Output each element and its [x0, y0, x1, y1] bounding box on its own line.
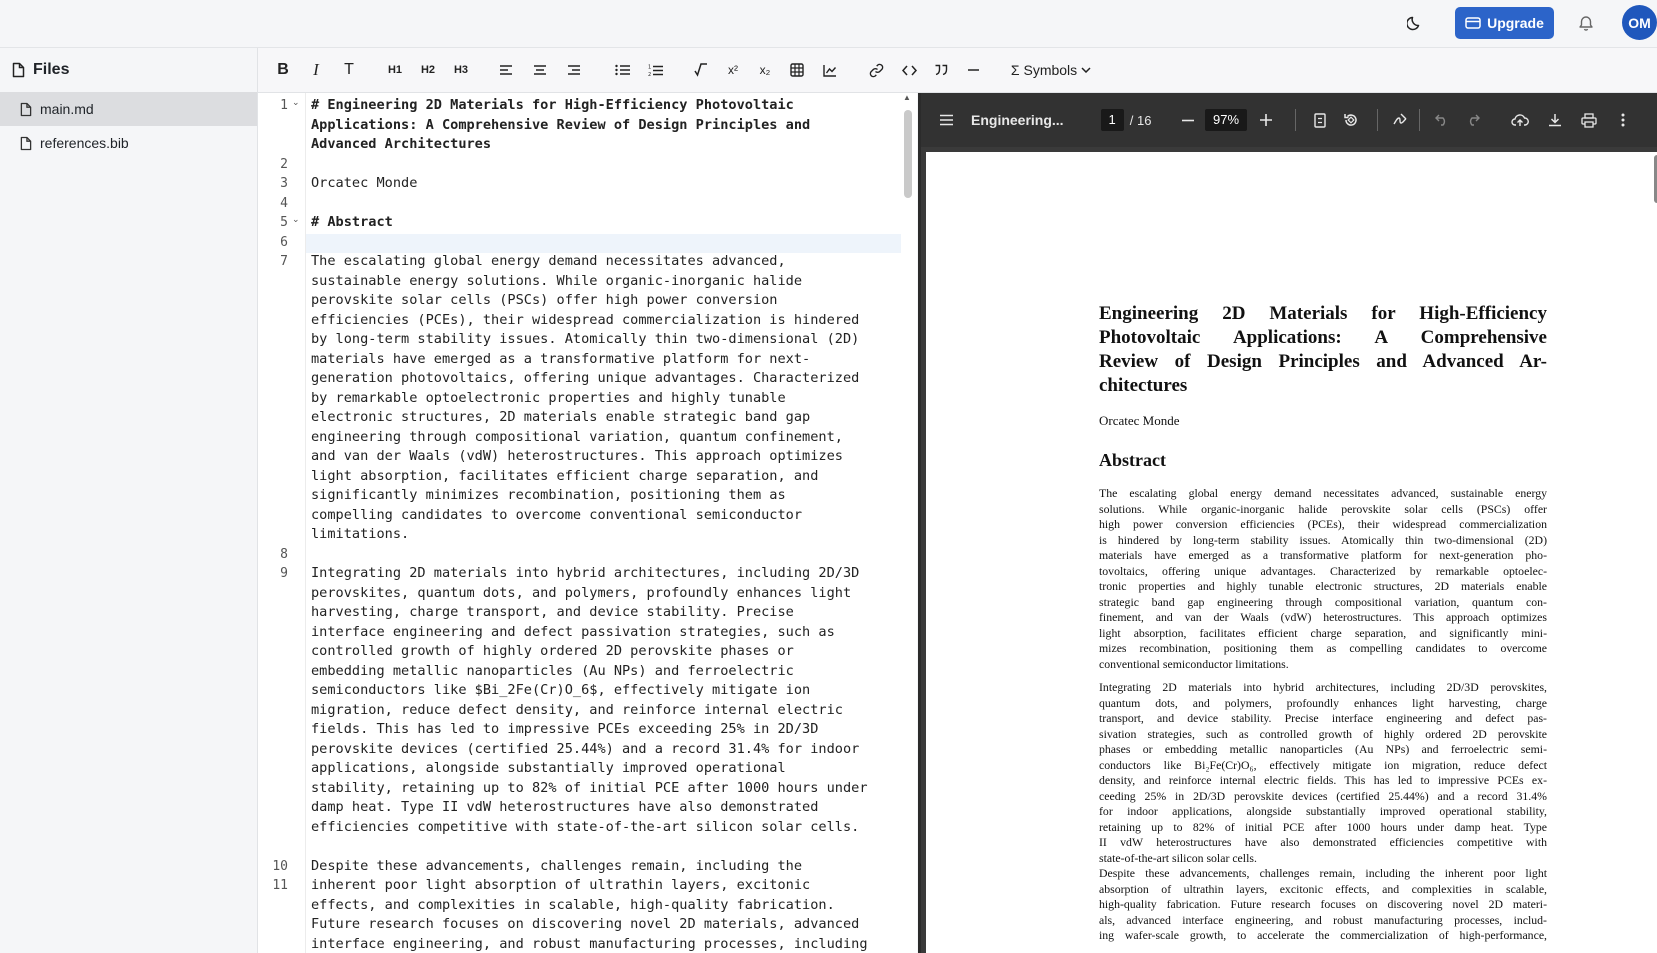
line-number: 6 [280, 234, 288, 250]
horizontal-rule-button[interactable] [962, 56, 984, 84]
line-number: 8 [280, 546, 288, 562]
code-line: light absorption, facilitates efficient charge separation, and [311, 467, 819, 484]
page-navigator [1086, 107, 1166, 133]
file-item-references-bib[interactable] [0, 126, 257, 160]
code-line: fields. This has led to impressive PCEs exceeding 25% in 2D/3D [311, 721, 819, 737]
divider [1376, 107, 1378, 133]
paragraph-line: density, and reinforce internal electric fields. This has led to impressive PCEs ex- [1099, 773, 1547, 787]
paragraph-line: materials have emerged as a transformative platform for next-generation pho- [1099, 548, 1547, 562]
subscript-icon: x₂ [759, 63, 771, 77]
table-icon [790, 63, 804, 77]
chevron-down-icon [1081, 67, 1091, 73]
files-title: Files [33, 61, 70, 78]
code-line: inherent poor light absorption of ultrathin layers, excitonic [311, 877, 811, 893]
paragraph-line: ceeding 25% in 2D/3D perovskite devices (certified 25.44%) and a record 31.4% [1099, 788, 1547, 803]
code-line: Future research focuses on discovering novel 2D materials, advanced [311, 916, 860, 932]
pdf-preview [918, 93, 1657, 953]
code-line: Applications: A Comprehensive Review of Design Principles and [311, 116, 811, 133]
paragraph-line: high-quality fabrication. Future research focuses on discovering novel 2D materi- [1099, 897, 1547, 911]
paragraph-line: ing wafer-scale growth, to accelerate the commercialization of high-performance, [1099, 928, 1547, 942]
code-line: significantly minimizes recombination, positioning them as [311, 487, 786, 503]
paper-title [1099, 302, 1547, 398]
paragraph-line: sivation strategies, such as controlled growth of highly ordered 2D perovskite [1099, 726, 1547, 741]
plus-icon [1260, 114, 1272, 126]
editor-scrollbar-thumb[interactable] [904, 110, 912, 198]
line-number: 9 [280, 566, 288, 581]
editor-scrollbar-track[interactable] [901, 93, 917, 953]
file-icon [12, 62, 25, 78]
paragraph-line: for indoor applications, alongside substantially improved operational stability, [1099, 804, 1547, 818]
code-line: controlled growth of highly ordered 2D perovskite phases or [311, 643, 794, 659]
code-line: Integrating 2D materials into hybrid architectures, including 2D/3D [311, 565, 860, 581]
paragraph-line: conductors like Bi₂Fe(Cr)O₆, effectively mitigate ion migration, reduce defect [1099, 757, 1547, 772]
paragraph-line: phases or embedding metallic nanoparticles (Au NPs) and ferroelectric semi- [1099, 742, 1547, 756]
page-fit-icon [1314, 113, 1326, 128]
align-left-icon [499, 64, 513, 76]
paragraph-line: transport, and device stability. Precise interface engineering and defect pas- [1099, 711, 1547, 725]
align-center-icon [533, 64, 547, 76]
code-line: efficiencies (PCEs), their widespread commercialization is hindered [311, 311, 860, 328]
code-line: materials have emerged as a transformative platform for next- [311, 350, 811, 367]
paragraph-line: mizes recombination, positioning them as compelling candidates to overcome [1099, 641, 1547, 655]
align-center-button[interactable] [529, 56, 551, 84]
upgrade-label: Upgrade [1487, 15, 1544, 31]
zoom-in-button[interactable] [1254, 107, 1278, 133]
zoom-level[interactable] [1201, 107, 1251, 133]
cloud-save-icon [1511, 113, 1529, 127]
line-number: 11 [272, 878, 288, 893]
file-icon [20, 136, 32, 151]
code-line: efficiencies competitive with state-of-the-art silicon solar cells. [311, 818, 860, 835]
markdown-editor[interactable] [258, 93, 917, 953]
line-number: 4 [280, 195, 288, 211]
bold-button[interactable] [272, 56, 294, 84]
format-toolbar [258, 48, 1657, 93]
title-line: Engineering 2D Materials for High-Efficiency [1099, 303, 1547, 324]
code-line: perovskites, quantum dots, and polymers, profoundly enhances light [311, 584, 852, 601]
pdf-doc-title: Engineering... [971, 112, 1064, 128]
code-line: compelling candidates to overcome conventional semiconductor [311, 506, 803, 523]
upgrade-button[interactable] [1455, 7, 1554, 39]
fold-chevron-icon[interactable]: ⌄ [292, 214, 300, 224]
title-line: chitectures [1099, 375, 1188, 396]
pdf-menu-button[interactable] [933, 107, 959, 133]
code-button[interactable] [898, 56, 920, 84]
italic-button[interactable] [305, 56, 327, 84]
h3-label: H3 [453, 64, 469, 76]
h2-button[interactable] [418, 56, 438, 84]
line-number-gutter [258, 93, 306, 953]
paragraph-line: Despite these advancements, challenges remain, including the inherent poor light [1099, 866, 1547, 880]
link-icon [869, 63, 884, 78]
abstract-paragraph-3 [1099, 866, 1547, 944]
svg-text:1: 1 [647, 64, 651, 70]
code-line: Orcatec Monde [311, 175, 418, 191]
undo-icon [1435, 114, 1449, 126]
bullet-list-icon [615, 64, 630, 76]
zoom-out-button[interactable] [1176, 107, 1200, 133]
line-number: 1 [280, 98, 288, 113]
files-header [0, 48, 257, 92]
fold-chevron-icon[interactable]: ⌄ [292, 97, 300, 107]
code-line: migration, reduce defect density, and reinforce internal electric [311, 701, 843, 718]
bullet-list-button[interactable] [611, 56, 633, 84]
quote-button[interactable] [930, 56, 952, 84]
file-item-main-md[interactable] [0, 92, 257, 126]
code-icon [902, 65, 917, 76]
pdf-toolbar [921, 93, 1657, 147]
code-line: semiconductors like $Bi_2Fe(Cr)O_6$, effectively mitigate ion [311, 682, 811, 698]
zoom-level-value: 97% [1205, 109, 1247, 131]
paragraph-line: II vdW heterostructures have also demonstrated efficiencies competitive with [1099, 835, 1547, 849]
abstract-paragraph-1 [1099, 486, 1547, 672]
paragraph-line: quantum dots, and polymers, profoundly enhances light harvesting, charge [1099, 695, 1547, 710]
code-line: engineering through compositional variation, quantum confinement, [311, 428, 843, 445]
paragraph-line: light absorption, facilitates efficient charge separation, and significantly mini- [1099, 625, 1547, 640]
code-line: perovskite solar cells (PSCs) offer high power conversion [311, 292, 778, 308]
code-line: damp heat. Type II vdW heterostructures have also demonstrated [311, 799, 819, 815]
code-line: sustainable energy solutions. While organic-inorganic halide [311, 272, 803, 289]
divider [1294, 107, 1296, 133]
file-icon [20, 102, 32, 117]
undo-button[interactable] [1430, 107, 1454, 133]
minus-icon [1182, 119, 1194, 122]
clear-format-button[interactable] [338, 56, 360, 84]
paragraph-line: als, advanced interface engineering, and robust manufacturing processes, includ- [1099, 912, 1547, 927]
files-sidebar [0, 48, 258, 953]
quote-icon [934, 64, 949, 76]
link-button[interactable] [865, 56, 887, 84]
code-line: interface engineering and defect passivation strategies, such as [311, 623, 835, 640]
paragraph-line: state-of-the-art silicon solar cells. [1099, 850, 1257, 865]
code-line: effects, and complexities in scalable, high-quality fabrication. [311, 896, 835, 913]
paper-author: Orcatec Monde [1099, 413, 1180, 428]
title-line: Photovoltaic Applications: A Comprehensive [1099, 327, 1547, 348]
code-line: # Abstract [311, 214, 393, 230]
code-line: interface engineering, and robust manufacturing processes, including [311, 935, 868, 952]
line-number: 3 [280, 176, 288, 191]
numbered-list-icon [648, 64, 663, 77]
rotate-icon [1343, 112, 1359, 128]
code-line: embedding metallic nanoparticles (Au NPs) and ferroelectric [311, 662, 794, 679]
line-number: 10 [272, 858, 288, 874]
code-line: by long-term stability issues. Atomically thin two-dimensional (2D) [311, 331, 860, 347]
line-number: 5 [280, 215, 288, 230]
fit-page-button[interactable] [1308, 107, 1332, 133]
table-button[interactable] [786, 56, 808, 84]
align-right-icon [567, 64, 581, 76]
text-icon: T [344, 61, 354, 78]
scroll-up-arrow-icon[interactable]: ▲ [903, 93, 911, 102]
printer-icon [1581, 113, 1597, 128]
kebab-menu-icon [1621, 113, 1625, 127]
paragraph-line: solutions. While organic-inorganic halide perovskite solar cells (PSCs) offer [1099, 501, 1547, 516]
chart-button[interactable] [819, 56, 841, 84]
paragraph-line: strategic band gap engineering through compositional variation, quantum con- [1099, 594, 1547, 609]
more-options-button[interactable] [1611, 107, 1635, 133]
sqrt-icon [694, 63, 708, 77]
paragraph-line: finement, and van der Waals (vdW) heterostructures. This approach optimizes [1099, 610, 1547, 624]
file-name: references.bib [40, 135, 129, 151]
paragraph-line: high power conversion efficiencies (PCEs), their widespread commercialization [1099, 517, 1547, 531]
align-right-button[interactable] [563, 56, 585, 84]
rotate-button[interactable] [1339, 107, 1363, 133]
page-number-input[interactable]: 1 [1101, 109, 1124, 131]
h1-label: H1 [387, 64, 403, 76]
sqrt-button[interactable] [690, 56, 712, 84]
italic-icon: I [313, 60, 319, 79]
minus-icon [967, 68, 980, 72]
divider [1418, 107, 1420, 133]
paragraph-line: The escalating global energy demand necessitates advanced, sustainable energy [1099, 486, 1547, 500]
dark-mode-toggle[interactable] [1400, 10, 1430, 36]
code-line: generation photovoltaics, offering unique advantages. Characterized [311, 370, 860, 386]
paragraph-line: absorption of ultrathin layers, excitonic effects, and complexities in scalable, [1099, 881, 1547, 896]
chart-icon [823, 64, 837, 77]
sigma-icon: Σ [1010, 62, 1020, 78]
print-button[interactable] [1577, 107, 1601, 133]
download-button[interactable] [1543, 107, 1567, 133]
line-number: 7 [280, 254, 288, 269]
h3-button[interactable] [451, 56, 471, 84]
superscript-icon: x² [728, 63, 738, 77]
title-line: Review of Design Principles and Advanced Ar- [1099, 351, 1547, 372]
code-line: # Engineering 2D Materials for High-Efficiency Photovoltaic [311, 97, 794, 113]
user-avatar[interactable]: OM [1622, 5, 1657, 40]
svg-text:2: 2 [647, 71, 651, 77]
code-line: Despite these advancements, challenges remain, including the [311, 857, 803, 874]
code-line: limitations. [311, 526, 410, 542]
code-line: by remarkable optoelectronic properties and highly tunable [311, 389, 786, 406]
bold-icon: B [277, 61, 289, 78]
superscript-button[interactable] [722, 56, 744, 84]
page-total: / 16 [1129, 112, 1152, 128]
abstract-paragraph-2 [1099, 680, 1547, 866]
paragraph-line: tovoltaics, offering unique advantages. Characterized by remarkable optoelec- [1099, 563, 1547, 578]
moon-icon [1407, 15, 1423, 31]
code-line: electronic structures, 2D materials enable strategic band gap [311, 409, 811, 425]
code-line: The escalating global energy demand necessitates advanced, [311, 253, 786, 269]
active-line-highlight [258, 234, 901, 253]
symbols-dropdown[interactable] [1005, 56, 1097, 84]
abstract-heading: Abstract [1099, 450, 1166, 470]
code-line: Advanced Architectures [311, 136, 492, 152]
line-number: 2 [280, 156, 288, 172]
h1-button[interactable] [385, 56, 405, 84]
align-left-button[interactable] [495, 56, 517, 84]
symbols-label: Symbols [1023, 62, 1078, 78]
top-bar [0, 0, 1657, 48]
bell-icon [1578, 15, 1594, 32]
paragraph-line: retaining up to 82% of initial PCE after 1000 hours under damp heat. Type [1099, 819, 1547, 834]
code-line: harvesting, charge transport, and device stability. Precise [311, 604, 794, 620]
notifications-button[interactable] [1573, 10, 1599, 36]
redo-button[interactable] [1461, 107, 1485, 133]
file-name: main.md [40, 101, 94, 117]
annotate-button[interactable] [1388, 107, 1412, 133]
code-line: stability, retaining up to 82% of initial PCE after 1000 hours under [311, 779, 868, 796]
numbered-list-button[interactable] [644, 56, 666, 84]
annotate-icon [1392, 113, 1408, 127]
subscript-button[interactable] [754, 56, 776, 84]
paragraph-line: conventional semiconductor limitations. [1099, 656, 1289, 671]
code-line: and van der Waals (vdW) heterostructures. This approach optimizes [311, 448, 843, 464]
download-icon [1548, 113, 1562, 127]
card-icon [1465, 17, 1481, 29]
paragraph-line: tronic properties and highly tunable electronic structures, 2D materials enable [1099, 579, 1547, 593]
paragraph-line: is hindered by long-term stability issues. Atomically thin two-dimensional (2D) [1099, 532, 1547, 547]
redo-icon [1466, 114, 1480, 126]
hamburger-icon [939, 114, 954, 126]
save-to-drive-button[interactable] [1508, 107, 1532, 133]
code-line: applications, alongside substantially improved operational [311, 760, 786, 776]
code-line: perovskite devices (certified 25.44%) and a record 31.4% for indoor [311, 740, 860, 757]
h2-label: H2 [420, 64, 436, 76]
paragraph-line: Integrating 2D materials into hybrid architectures, including 2D/3D perovskites, [1099, 680, 1547, 694]
pdf-page [926, 152, 1657, 953]
